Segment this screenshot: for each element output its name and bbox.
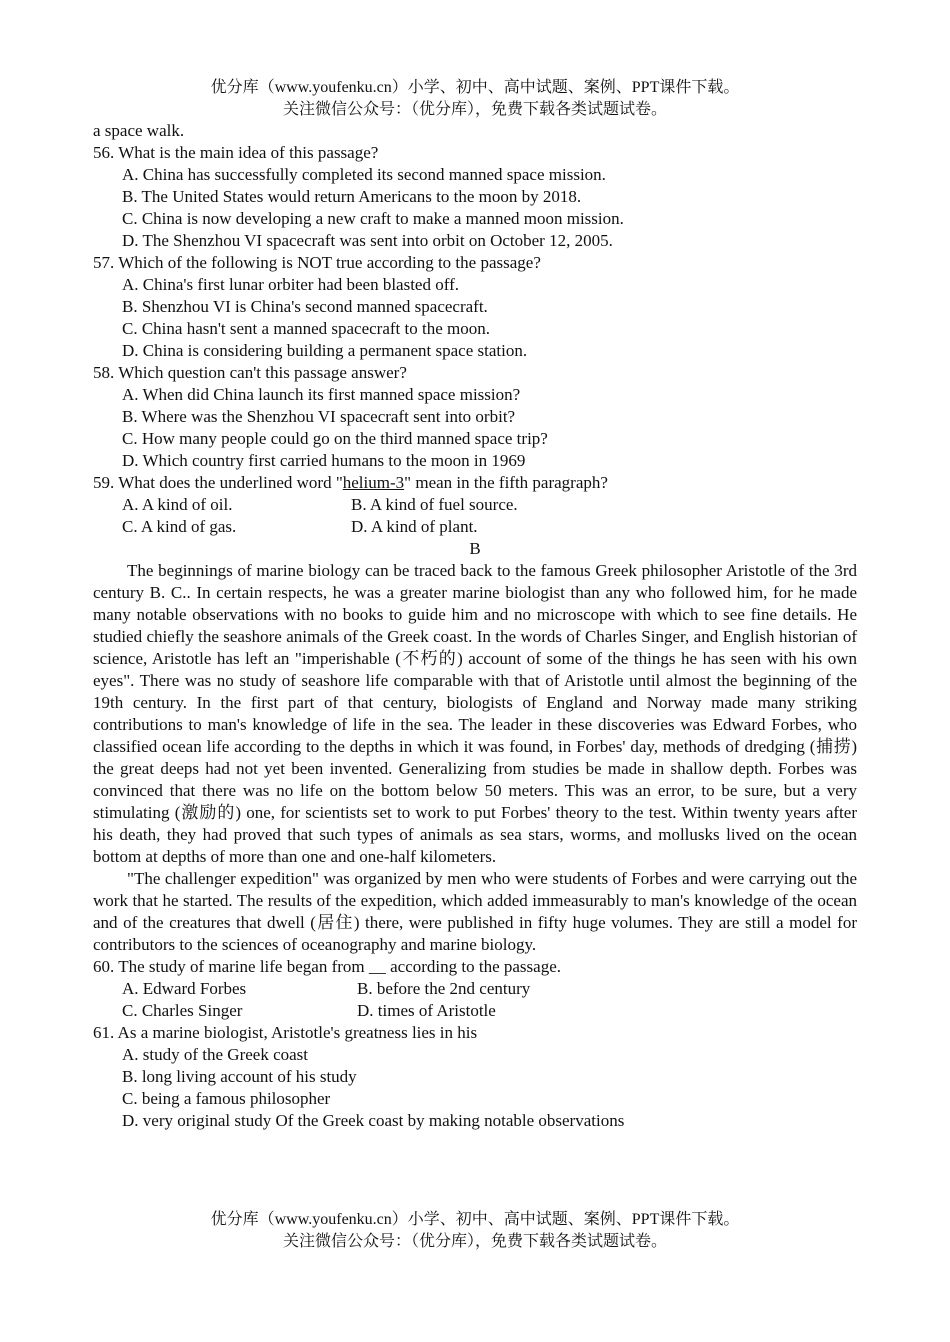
option-d: D. A kind of plant. — [351, 517, 478, 536]
question-stem: 57. Which of the following is NOT true according to the passage? — [93, 253, 541, 272]
question-56 — [93, 142, 857, 252]
question-57 — [93, 252, 857, 362]
page-footer — [0, 1209, 950, 1253]
document-body — [93, 120, 857, 1132]
option-a: A. study of the Greek coast — [122, 1045, 309, 1064]
question-stem: 56. What is the main idea of this passage? — [93, 143, 379, 162]
header-line-2: 关注微信公众号：（优分库），免费下载各类试题试卷。 — [282, 101, 667, 118]
footer-line-2: 关注微信公众号：（优分库），免费下载各类试题试卷。 — [282, 1233, 667, 1250]
option-a: A. China has successfully completed its second manned space mission. — [122, 165, 606, 184]
option-c: C. China is now developing a new craft to make a manned moon mission. — [122, 209, 624, 228]
question-59 — [93, 472, 857, 538]
option-b: B. The United States would return Americans to the moon by 2018. — [122, 187, 582, 206]
option-d: D. Which country first carried humans to the moon in 1969 — [122, 451, 526, 470]
stem-suffix: " mean in the fifth paragraph? — [404, 473, 608, 492]
header-line-1: 优分库（www.youfenku.cn）小学、初中、高中试题、案例、PPT课件下载。 — [210, 79, 740, 96]
question-58 — [93, 362, 857, 472]
stem-prefix: 59. What does the underlined word " — [93, 473, 343, 492]
question-stem — [93, 472, 857, 494]
option-row — [93, 1000, 857, 1022]
question-stem: 60. The study of marine life began from __ according to the passage. — [93, 957, 561, 976]
option-a: A. China's first lunar orbiter had been blasted off. — [122, 275, 459, 294]
option-a: A. Edward Forbes — [122, 979, 247, 998]
option-d: D. times of Aristotle — [357, 1001, 496, 1020]
option-b: B. long living account of his study — [122, 1067, 357, 1086]
question-60 — [93, 956, 857, 1022]
intro-fragment: a space walk. — [93, 121, 185, 140]
passage-paragraph-1: The beginnings of marine biology can be traced back to the famous Greek philosopher Aristotle of the 3rd century B. C.. In certain respects, he was a greater marine biologist than any who followed him, for he made many notable observations with no books to guide him and no microscope with which to see fine details. He studied chiefly the seashore animals of the Greek coast. In the words of Charles Singer, and English historian of science, Aristotle has left an "imperishable (不朽的) account of some of the things he has seen with his own eyes". There was no study of seashore life comparable with that of Aristotle until almost the beginning of the 19th century. In the first part of that century, biologists of England and Norway made many striking contributions to man's knowledge of life in the sea. The leader in these discoveries was Edward Forbes, who classified ocean life according to the depths in which it was found, in Forbes' day, methods of dredging (捕捞) the great deeps had not yet been invented. Generalizing from studies be made in shallow depth. Forbes was convinced that there was no life on the bottom below 50 meters. This was an error, to be sure, but a very stimulating (激励的) one, for scientists set to work to put Forbes' theory to the test. Within twenty years after his death, they had proved that such types of animals as sea stars, worms, and mollusks lived on the ocean bottom at depths of more than one and one-half kilometers. — [93, 561, 857, 866]
page-header — [0, 77, 950, 121]
option-c: C. being a famous philosopher — [122, 1089, 331, 1108]
underlined-word: helium-3 — [342, 473, 405, 492]
section-label: B — [469, 539, 481, 558]
option-d: D. The Shenzhou VI spacecraft was sent into orbit on October 12, 2005. — [122, 231, 613, 250]
option-d: D. very original study Of the Greek coast by making notable observations — [122, 1111, 625, 1130]
option-c: C. China hasn't sent a manned spacecraft to the moon. — [122, 319, 490, 338]
passage-paragraph-2: "The challenger expedition" was organized by men who were students of Forbes and were carrying out the work that he started. The results of the expedition, which added immeasurably to man's knowledge of the ocean and of the creatures that dwell (居住) there, were published in fifty huge volumes. They are still a model for contributors to the sciences of oceanography and marine biology. — [93, 869, 857, 954]
option-row — [93, 978, 857, 1000]
option-a: A. A kind of oil. — [122, 495, 233, 514]
option-b: B. Where was the Shenzhou VI spacecraft sent into orbit? — [122, 407, 516, 426]
question-stem: 61. As a marine biologist, Aristotle's greatness lies in his — [93, 1023, 478, 1042]
question-stem: 58. Which question can't this passage answer? — [93, 363, 407, 382]
option-a: A. When did China launch its first manned space mission? — [122, 385, 521, 404]
option-b: B. Shenzhou VI is China's second manned spacecraft. — [122, 297, 488, 316]
option-c: C. Charles Singer — [122, 1001, 243, 1020]
option-c: C. How many people could go on the third manned space trip? — [122, 429, 548, 448]
footer-line-1: 优分库（www.youfenku.cn）小学、初中、高中试题、案例、PPT课件下载。 — [210, 1211, 740, 1228]
option-row — [93, 516, 857, 538]
question-61 — [93, 1022, 857, 1132]
option-b: B. A kind of fuel source. — [351, 495, 518, 514]
option-row — [93, 494, 857, 516]
option-b: B. before the 2nd century — [357, 979, 531, 998]
option-c: C. A kind of gas. — [122, 517, 237, 536]
option-d: D. China is considering building a permanent space station. — [122, 341, 528, 360]
